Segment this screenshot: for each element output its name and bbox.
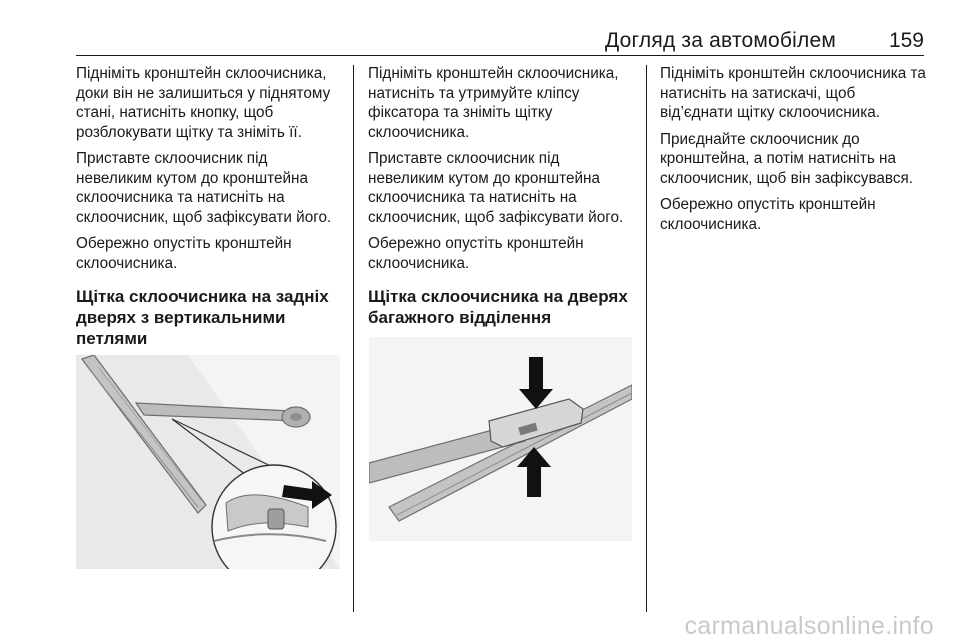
col3-paragraph-1: Підніміть кронштейн склоочисника та натисніть на затискачі, щоб від’єднати щітку склоочисника. [660, 65, 926, 121]
figure-tailgate-wiper [369, 337, 632, 541]
wiper-illustration-icon [369, 337, 632, 541]
col2-section-heading: Щітка склоочисника на дверях багажного відділення [368, 287, 628, 327]
column-divider-1 [353, 65, 354, 612]
column-divider-2 [646, 65, 647, 612]
col2-paragraph-1: Підніміть кронштейн склоочисника, натисніть та утримуйте кліпсу фіксатора та зніміть щітку склоочисника. [368, 65, 619, 141]
col2-paragraph-2: Приставте склоочисник під невеликим кутом до кронштейна склоочисника та натисніть на склоочисник, щоб зафіксувати його. [368, 150, 624, 226]
column-1 [76, 64, 346, 349]
watermark: carmanualsonline.info [684, 612, 934, 640]
page-title: Догляд за автомобілем [604, 29, 836, 52]
col1-paragraph-3: Обережно опустіть кронштейн склоочисника. [76, 235, 292, 272]
col1-section-heading: Щітка склоочисника на задніх дверях з вертикальними петлями [76, 287, 329, 348]
wiper-illustration-icon [76, 355, 340, 569]
col2-paragraph-3: Обережно опустіть кронштейн склоочисника. [368, 235, 584, 272]
figure-rear-wiper-vertical-hinges [76, 355, 340, 569]
arrow-down-icon [519, 357, 553, 409]
col3-paragraph-2: Приєднайте склоочисник до кронштейна, а потім натисніть на склоочисник, щоб він зафіксувався. [660, 130, 914, 187]
col1-paragraph-1: Підніміть кронштейн склоочисника, доки він не залишиться у піднятому стані, натисніть кнопку, щоб розблокувати щітку та зніміть її. [76, 65, 331, 141]
column-2 [368, 64, 638, 328]
col3-paragraph-3: Обережно опустіть кронштейн склоочисника. [660, 196, 876, 233]
col1-paragraph-2: Приставте склоочисник під невеликим кутом до кронштейна склоочисника та натисніть на склоочисник, щоб зафіксувати його. [76, 150, 332, 226]
page-header [76, 27, 924, 56]
page-number: 159 [888, 29, 924, 52]
column-3 [660, 64, 932, 241]
